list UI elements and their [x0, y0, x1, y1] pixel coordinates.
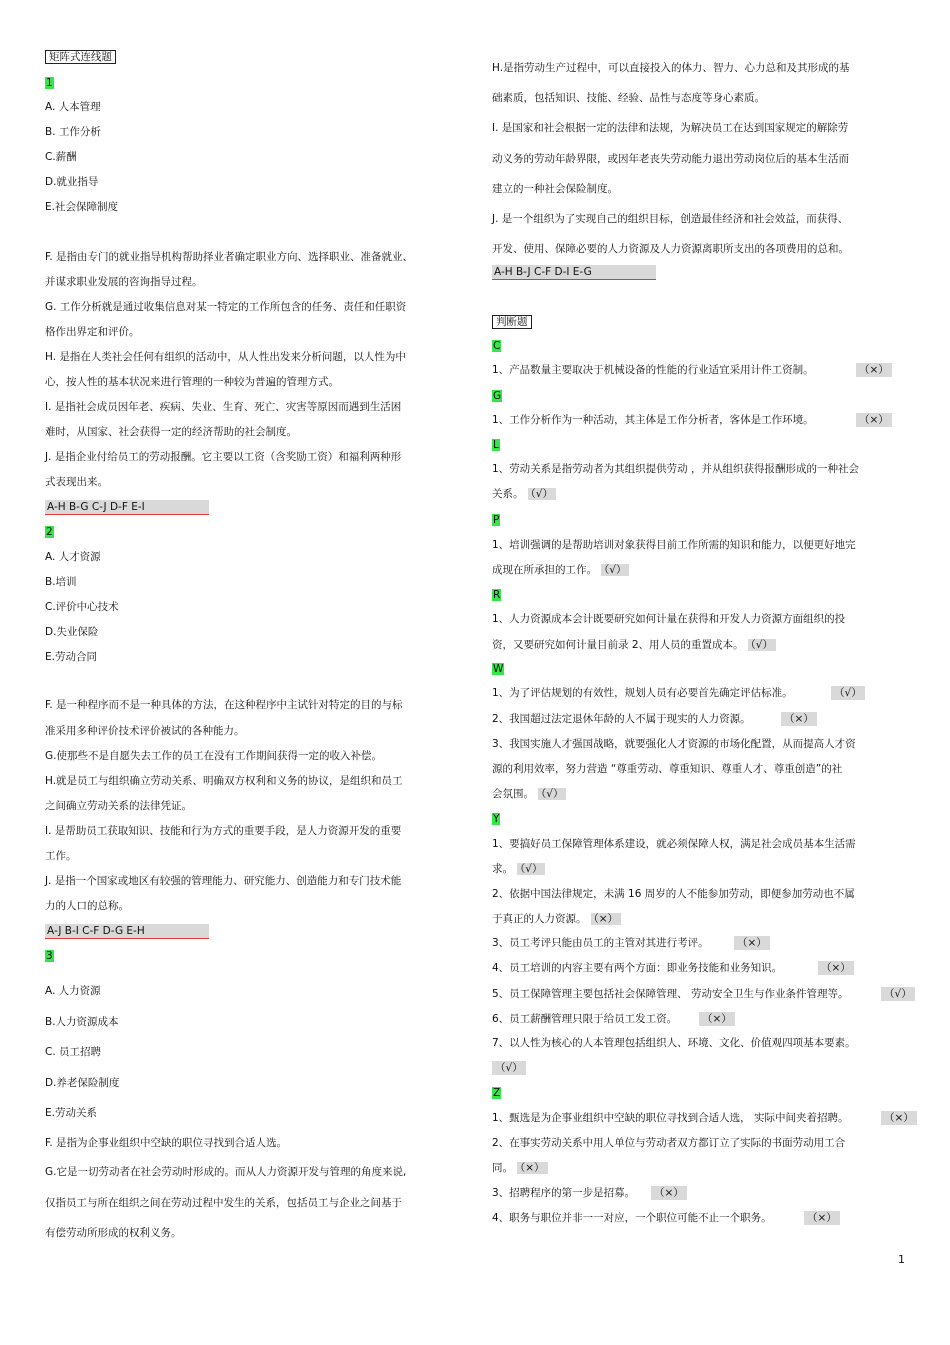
left-line-33 — [45, 924, 209, 939]
right-line-35 — [492, 987, 912, 1001]
left-line-36 — [45, 1015, 119, 1029]
judgment-mark: （×） — [651, 1186, 687, 1200]
line-text: F. 是指由专门的就业指导机构帮助择业者确定职业方向、选择职业、准备就业、 — [45, 251, 414, 263]
judgment-mark: （×） — [517, 1162, 548, 1174]
line-text: 3、我国实施人才强国战略，就要强化人才资源的市场化配置，从而提高人才资 — [492, 738, 856, 750]
right-line-16 — [492, 513, 500, 527]
left-line-17 — [45, 500, 209, 515]
line-text: 工作。 — [45, 850, 77, 862]
left-line-10 — [45, 325, 140, 339]
right-line-34 — [492, 961, 851, 975]
judgment-mark: （×） — [591, 913, 622, 925]
right-line-17 — [492, 538, 856, 552]
line-text: H.就是员工与组织确立劳动关系、明确双方权利和义务的协议，是组织和员工 — [45, 775, 403, 787]
line-text: E.劳动合同 — [45, 651, 97, 663]
judgment-mark: （×） — [804, 1211, 840, 1225]
left-line-30 — [45, 849, 77, 863]
judgment-mark: （√） — [492, 1061, 526, 1075]
left-line-22 — [45, 625, 98, 639]
right-line-10 — [492, 363, 889, 377]
line-text: B.培训 — [45, 576, 77, 588]
line-text: 准采用多种评价技术评价被试的各种能力。 — [45, 725, 245, 737]
left-line-35 — [45, 984, 101, 998]
line-text: 1、甄选是为企事业组织中空缺的职位寻找到合适人选， 实际中间夹着招聘。 — [492, 1112, 849, 1124]
line-text: I. 是国家和社会根据一定的法律和法规，为解决员工在达到国家规定的解除劳 — [492, 122, 849, 134]
left-line-21 — [45, 600, 119, 614]
section-marker: Y — [493, 813, 500, 825]
right-line-4 — [492, 182, 618, 196]
judgment-mark: （×） — [734, 936, 770, 950]
left-line-43 — [45, 1226, 182, 1240]
judgment-mark: （√） — [528, 488, 556, 500]
left-line-25 — [45, 724, 245, 738]
left-line-2 — [45, 100, 101, 114]
right-line-28 — [492, 812, 500, 826]
left-line-27 — [45, 774, 403, 788]
right-line-6 — [492, 242, 849, 256]
line-text: 格作出界定和评价。 — [45, 326, 140, 338]
line-text: 同。 — [492, 1162, 513, 1174]
left-line-34 — [45, 949, 54, 963]
left-line-38 — [45, 1076, 119, 1090]
right-line-19 — [492, 588, 501, 602]
right-line-15 — [492, 487, 556, 501]
right-line-42 — [492, 1161, 548, 1175]
right-line-39 — [492, 1086, 501, 1100]
line-text: 4、职务与职位并非一一对应，一个职位可能不止一个职务。 — [492, 1212, 772, 1224]
line-text: D.养老保险制度 — [45, 1077, 120, 1089]
right-line-13 — [492, 438, 500, 452]
right-line-12 — [492, 413, 889, 427]
line-text: 源的利用效率，努力营造 “尊重劳动、尊重知识、尊重人才、尊重创造”的社 — [492, 763, 843, 775]
left-line-9 — [45, 300, 406, 314]
left-line-42 — [45, 1196, 402, 1210]
line-text: 开发、使用、保障必要的人力资源及人力资源离职所支出的各项费用的总和。 — [492, 243, 849, 255]
right-line-9 — [492, 339, 501, 353]
left-line-12 — [45, 375, 339, 389]
section-heading: 判断题 — [492, 315, 532, 329]
line-text: 关系。 — [492, 488, 524, 500]
judgment-mark: （×） — [881, 1111, 917, 1125]
line-text: 1、人力资源成本会计既要研究如何计量在获得和开发人力资源方面组织的投 — [492, 613, 846, 625]
right-line-36 — [492, 1012, 732, 1026]
left-line-11 — [45, 350, 406, 364]
line-text: G.它是一切劳动者在社会劳动时形成的。而从人力资源开发与管理的角度来说, — [45, 1166, 407, 1178]
section-marker: C — [493, 340, 501, 352]
right-line-22 — [492, 662, 504, 676]
left-line-40 — [45, 1136, 287, 1150]
line-text: 力的人口的总称。 — [45, 900, 129, 912]
line-text: J. 是指一个国家或地区有较强的管理能力、研究能力、创造能力和专门技术能 — [45, 875, 402, 887]
line-text: 4、员工培训的内容主要有两个方面：即业务技能和业务知识。 — [492, 962, 783, 974]
right-line-2 — [492, 121, 848, 135]
right-line-30 — [492, 862, 545, 876]
line-text: G. 工作分析就是通过收集信息对某一特定的工作所包含的任务、责任和任职资 — [45, 301, 407, 313]
line-text: D.失业保险 — [45, 626, 99, 638]
judgment-mark: （√） — [748, 639, 776, 651]
right-line-3 — [492, 152, 849, 166]
left-line-32 — [45, 899, 129, 913]
right-line-18 — [492, 563, 629, 577]
line-text: F. 是一种程序而不是一种具体的方法，在这种程序中主试针对特定的目的与标 — [45, 699, 403, 711]
judgment-mark: （√） — [538, 788, 566, 800]
section-marker: Z — [493, 1087, 501, 1099]
right-line-1 — [492, 91, 765, 105]
line-text: 2、我国超过法定退休年龄的人不属于现实的人力资源。 — [492, 713, 751, 725]
left-line-4 — [45, 150, 77, 164]
line-text: B. 工作分析 — [45, 126, 101, 138]
left-line-13 — [45, 400, 401, 414]
line-text: 1、工作分析作为一种活动，其主体是工作分析者，客体是工作环境。 — [492, 414, 814, 426]
left-line-6 — [45, 200, 118, 214]
line-text: 有偿劳动所形成的权利义务。 — [45, 1227, 182, 1239]
left-line-37 — [45, 1045, 101, 1059]
right-line-8 — [492, 315, 532, 329]
line-text: 1、要搞好员工保障管理体系建设，就必须保障人权，满足社会成员基本生活需 — [492, 838, 856, 850]
line-text: 5、员工保障管理主要包括社会保障管理、 劳动安全卫生与作业条件管理等。 — [492, 988, 849, 1000]
line-text: 6、员工薪酬管理只限于给员工发工资。 — [492, 1013, 678, 1025]
right-line-32 — [492, 912, 621, 926]
right-line-44 — [492, 1211, 837, 1225]
right-line-41 — [492, 1136, 845, 1150]
right-line-20 — [492, 612, 845, 626]
right-line-27 — [492, 787, 566, 801]
line-text: J. 是指企业付给员工的劳动报酬。它主要以工资（含奖励工资）和福利两种形 — [45, 451, 402, 463]
left-line-3 — [45, 125, 101, 139]
line-text: 会氛围。 — [492, 788, 534, 800]
line-text: 础素质，包括知识、技能、经验、品性与态度等身心素质。 — [492, 92, 765, 104]
right-line-26 — [492, 762, 842, 776]
section-marker: 1 — [46, 77, 53, 89]
right-line-21 — [492, 638, 776, 652]
left-line-16 — [45, 475, 108, 489]
right-line-11 — [492, 389, 502, 403]
left-line-14 — [45, 425, 297, 439]
line-text: 3、招聘程序的第一步是招募。 — [492, 1187, 636, 1199]
left-line-20 — [45, 575, 77, 589]
right-line-24 — [492, 712, 814, 726]
section-marker: 2 — [46, 526, 53, 538]
judgment-mark: （√） — [517, 863, 545, 875]
line-text: H. 是指在人类社会任何有组织的活动中，从人性出发来分析问题，以人性为中 — [45, 351, 406, 363]
section-marker: W — [493, 663, 504, 675]
line-text: C.薪酬 — [45, 151, 77, 163]
line-text: 并谋求职业发展的咨询指导过程。 — [45, 276, 203, 288]
left-line-28 — [45, 799, 192, 813]
left-line-29 — [45, 824, 401, 838]
line-text: H.是指劳动生产过程中，可以直接投入的体力、智力、心力总和及其形成的基 — [492, 62, 850, 74]
line-text: A. 人才资源 — [45, 551, 101, 563]
left-line-31 — [45, 874, 401, 888]
judgment-mark: （×） — [856, 363, 892, 377]
line-text: F. 是指为企事业组织中空缺的职位寻找到合适人选。 — [45, 1137, 288, 1149]
page-number: 1 — [898, 1253, 905, 1266]
section-marker: G — [493, 390, 502, 402]
left-line-1 — [45, 76, 54, 90]
left-line-23 — [45, 650, 97, 664]
left-line-24 — [45, 698, 403, 712]
line-text: 1、劳动关系是指劳动者为其组织提供劳动 ，并从组织获得报酬形成的一种社会 — [492, 463, 860, 475]
section-heading: 矩阵式连线题 — [45, 50, 116, 64]
line-text: J. 是一个组织为了实现自己的组织目标，创造最佳经济和社会效益，而获得、 — [492, 213, 849, 225]
answer-key: A-J B-I C-F D-G E-H — [45, 924, 209, 939]
right-line-23 — [492, 686, 862, 700]
judgment-mark: （×） — [818, 961, 854, 975]
line-text: 1、为了评估规划的有效性，规划人员有必要首先确定评估标准。 — [492, 687, 793, 699]
left-line-39 — [45, 1106, 97, 1120]
line-text: 7、以人性为核心的人本管理包括组织人、环境、文化、价值观四项基本要素。 — [492, 1037, 856, 1049]
line-text: 2、依据中国法律规定，未满 16 周岁的人不能参加劳动，即便参加劳动也不属 — [492, 888, 855, 900]
line-text: C.评价中心技术 — [45, 601, 119, 613]
right-line-5 — [492, 212, 848, 226]
line-text: 仅指员工与所在组织之间在劳动过程中发生的关系，包括员工与企业之间基于 — [45, 1197, 402, 1209]
right-line-37 — [492, 1036, 856, 1050]
right-line-43 — [492, 1186, 684, 1200]
left-line-19 — [45, 550, 101, 564]
right-line-31 — [492, 887, 855, 901]
line-text: 求。 — [492, 863, 513, 875]
line-text: 动义务的劳动年龄界限，或因年老丧失劳动能力退出劳动岗位后的基本生活而 — [492, 153, 849, 165]
line-text: 于真正的人力资源。 — [492, 913, 587, 925]
judgment-mark: （√） — [881, 987, 915, 1001]
judgment-mark: （√） — [831, 686, 865, 700]
judgment-mark: （×） — [781, 712, 817, 726]
line-text: I. 是指社会成员因年老、疾病、失业、生育、死亡、灾害等原因而遇到生活困 — [45, 401, 402, 413]
line-text: 资，又要研究如何计量目前录 2、用人员的重置成本。 — [492, 639, 744, 651]
right-line-29 — [492, 837, 856, 851]
section-marker: R — [493, 589, 501, 601]
line-text: E.社会保障制度 — [45, 201, 118, 213]
left-line-8 — [45, 275, 203, 289]
left-line-41 — [45, 1165, 406, 1179]
right-line-40 — [492, 1111, 914, 1125]
left-line-18 — [45, 525, 54, 539]
right-line-14 — [492, 462, 859, 476]
line-text: 1、产品数量主要取决于机械设备的性能的行业适宜采用计件工资制。 — [492, 364, 814, 376]
left-line-5 — [45, 175, 98, 189]
line-text: 成现在所承担的工作。 — [492, 564, 597, 576]
line-text: E.劳动关系 — [45, 1107, 97, 1119]
line-text: 3、员工考评只能由员工的主管对其进行考评。 — [492, 937, 709, 949]
line-text: 2、在事实劳动关系中用人单位与劳动者双方都订立了实际的书面劳动用工合 — [492, 1137, 846, 1149]
right-line-7 — [492, 265, 656, 280]
section-marker: 3 — [46, 950, 53, 962]
right-line-33 — [492, 936, 767, 950]
line-text: G.使那些不是自愿失去工作的员工在没有工作期间获得一定的收入补偿。 — [45, 750, 382, 762]
line-text: 1、培训强调的是帮助培训对象获得目前工作所需的知识和能力，以便更好地完 — [492, 539, 856, 551]
line-text: I. 是帮助员工获取知识、技能和行为方式的重要手段，是人力资源开发的重要 — [45, 825, 402, 837]
judgment-mark: （×） — [856, 413, 892, 427]
left-line-26 — [45, 749, 382, 763]
line-text: 心，按人性的基本状况来进行管理的一种较为普遍的管理方式。 — [45, 376, 339, 388]
line-text: A. 人本管理 — [45, 101, 101, 113]
judgment-mark: （×） — [699, 1012, 735, 1026]
section-marker: L — [493, 439, 499, 451]
line-text: 式表现出来。 — [45, 476, 108, 488]
left-line-0 — [45, 50, 116, 64]
answer-key: A-H B-G C-J D-F E-I — [45, 500, 209, 515]
left-line-15 — [45, 450, 401, 464]
line-text: 建立的一种社会保险制度。 — [492, 183, 618, 195]
section-marker: P — [493, 514, 500, 526]
line-text: 之间确立劳动关系的法律凭证。 — [45, 800, 192, 812]
line-text: B.人力资源成本 — [45, 1016, 119, 1028]
answer-key: A-H B-J C-F D-I E-G — [492, 265, 656, 280]
line-text: 难时，从国家、社会获得一定的经济帮助的社会制度。 — [45, 426, 297, 438]
line-text: A. 人力资源 — [45, 985, 101, 997]
line-text: C. 员工招聘 — [45, 1046, 102, 1058]
line-text: D.就业指导 — [45, 176, 99, 188]
left-line-7 — [45, 250, 413, 264]
right-line-25 — [492, 737, 856, 751]
judgment-mark: （√） — [601, 564, 629, 576]
right-line-0 — [492, 61, 850, 75]
